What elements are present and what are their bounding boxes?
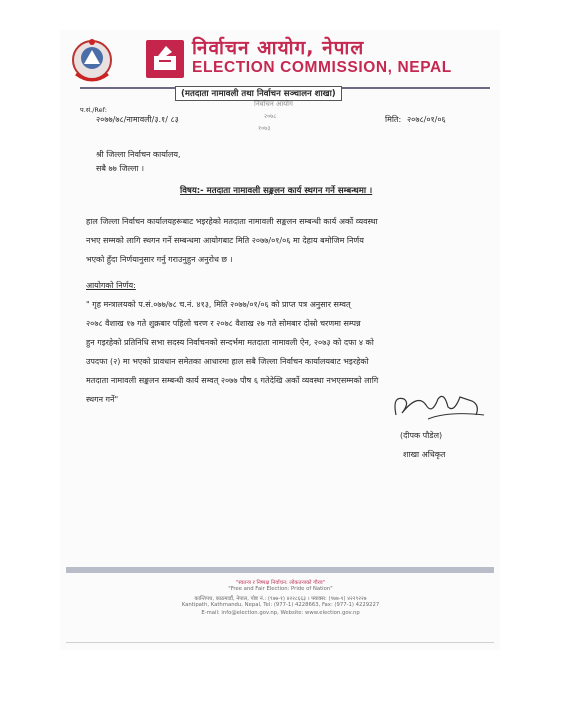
footer-divider bbox=[66, 567, 494, 573]
footer-motto-en: "Free and Fair Election: Pride of Nation" bbox=[228, 586, 333, 592]
date-label: मिति: bbox=[385, 115, 402, 124]
decision-line: २०७८ वैशाख १७ गते शुक्रबार पहिलो चरण र २०७८ वैशाख २७ गते सोमबार दोस्रो चरणमा सम्पन्न bbox=[86, 319, 361, 328]
footer-address-en: Kantipath, Kathmandu, Nepal, Tel: (977-1) 4228663, Fax: (977-1) 4229227 bbox=[181, 602, 380, 608]
ref-number: २०७७/७८/नामावली/३.१/ ८३ bbox=[96, 115, 179, 124]
org-name-nepali: निर्वाचन आयोग, नेपाल bbox=[192, 37, 365, 59]
recipient-office: श्री जिल्ला निर्वाचन कार्यालय, bbox=[96, 150, 181, 159]
recipient-districts: सबै ७७ जिल्ला । bbox=[96, 164, 145, 173]
body-line: भएको हुँदा निर्णयानुसार गर्नु गराउनुहुन अनुरोध छ । bbox=[86, 255, 233, 264]
decision-line: " गृह मन्त्रालयको प.सं.०७७/७८ च.नं. ४१३, मिति २०७७/०१/०६ को प्राप्त पत्र अनुसार सम्वत् bbox=[86, 300, 351, 309]
election-commission-logo bbox=[146, 40, 184, 78]
signatory-name: (दीपक पौडेल) bbox=[400, 431, 443, 440]
decision-line: हुन गइरहेको प्रतिनिधि सभा सदस्य निर्वाचनको सन्दर्भमा मतदाता नामावली ऐन, २०७३ को दफा ४ को bbox=[86, 338, 374, 347]
receipt-stamp: निर्वाचन आयोग २०७८ १०७३ bbox=[254, 100, 293, 132]
decision-heading: आयोगको निर्णय: bbox=[86, 281, 136, 290]
letterhead bbox=[70, 36, 490, 88]
body-line: हाल जिल्ला निर्वाचन कार्यालयहरूबाट भइरहेको मतदाता नामावली सङ्कलन सम्बन्धी कार्य अर्को व्यवस्था bbox=[86, 217, 378, 226]
letter-date: २०७८/०१/०६ bbox=[407, 115, 446, 124]
decision-line: स्थगन गर्ने" bbox=[86, 395, 119, 404]
subject-line: विषय:- मतदाता नामावली सङ्कलन कार्य स्थगन गर्ने सम्बन्धमा । bbox=[180, 186, 373, 196]
signatory-title: शाखा अधिकृत bbox=[403, 450, 446, 459]
decision-line: मतदाता नामावली सङ्कलन सम्बन्धी कार्य सम्वत् २०७७ पौष ६ गतेदेखि अर्को व्यवस्था नभएसम्मको लागि bbox=[86, 376, 379, 385]
footer-bottom-rule bbox=[66, 642, 494, 643]
section-title: (मतदाता नामावली तथा निर्वाचन सञ्चालन शाखा) bbox=[175, 86, 342, 101]
handwritten-signature bbox=[388, 385, 488, 425]
footer-motto-ne: "स्वतन्त्र र निष्पक्ष निर्वाचन: लोकतन्त्रको गौरव" bbox=[235, 580, 326, 586]
ref-label: प.सं./Ref: bbox=[80, 106, 107, 114]
decision-line: उपदफा (२) मा भएको प्रावधान समेतका आधारमा हाल सबै जिल्ला निर्वाचन कार्यालयबाट भइरहेको bbox=[86, 357, 369, 366]
footer-contact: E-mail: info@election.gov.np, Website: www.election.gov.np bbox=[201, 610, 360, 616]
nepal-emblem-icon bbox=[70, 36, 114, 88]
body-line: नभए सम्मको लागि स्थगन गर्ने सम्बन्धमा आयोगबाट मिति २०७७/०१/०६ मा देहाय बमोजिम निर्णय bbox=[86, 236, 364, 245]
footer-address-ne: कान्तिपथ, काठमाडौं, नेपाल, पोष्ट नं.: (९७७-१) ४२२८६६३ । फ्याक्स: (९७७-१) ४२२९२२७ bbox=[194, 596, 367, 602]
org-name-english: ELECTION COMMISSION, NEPAL bbox=[192, 59, 452, 76]
